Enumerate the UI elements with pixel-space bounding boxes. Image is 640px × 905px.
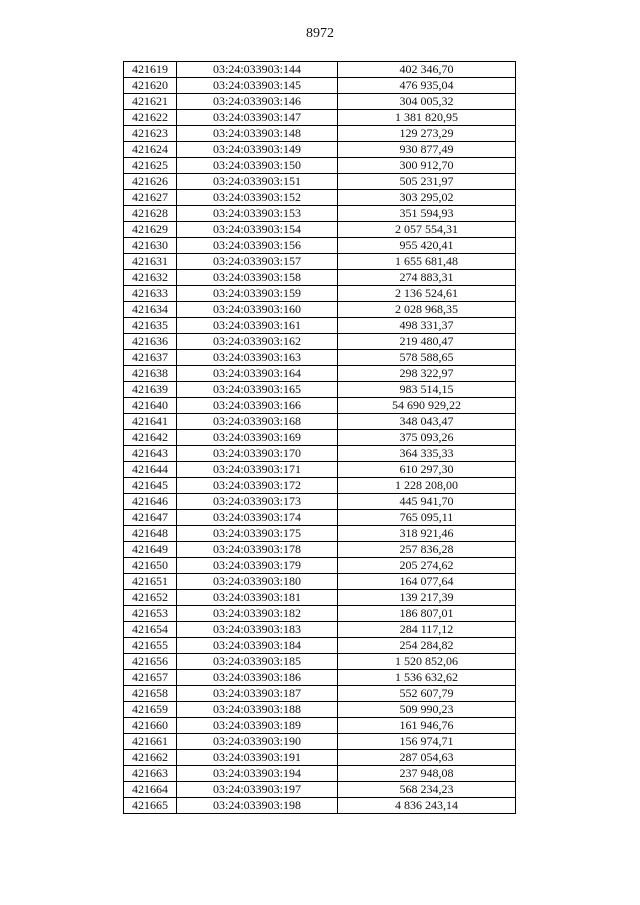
- cadastral-number-cell: 03:24:033903:194: [177, 766, 338, 782]
- cadastral-number-cell: 03:24:033903:183: [177, 622, 338, 638]
- cadastral-number-cell: 03:24:033903:182: [177, 606, 338, 622]
- row-number-cell: 421644: [124, 462, 177, 478]
- table-row: [124, 526, 516, 542]
- row-number-cell: 421661: [124, 734, 177, 750]
- cadastral-number-cell: 03:24:033903:148: [177, 126, 338, 142]
- cadastral-number-cell: 03:24:033903:163: [177, 350, 338, 366]
- cadastral-value-cell: 161 946,76: [338, 718, 516, 734]
- cadastral-value-cell: 318 921,46: [338, 526, 516, 542]
- cadastral-value-cell: 274 883,31: [338, 270, 516, 286]
- row-number-cell: 421620: [124, 78, 177, 94]
- cadastral-value-cell: 4 836 243,14: [338, 798, 516, 814]
- cadastral-value-cell: 498 331,37: [338, 318, 516, 334]
- cadastral-number-cell: 03:24:033903:158: [177, 270, 338, 286]
- cadastral-number-cell: 03:24:033903:172: [177, 478, 338, 494]
- table-row: [124, 206, 516, 222]
- table-row: [124, 318, 516, 334]
- table-row: [124, 126, 516, 142]
- table-row: [124, 654, 516, 670]
- table-row: [124, 766, 516, 782]
- table-row: [124, 110, 516, 126]
- cadastral-number-cell: 03:24:033903:170: [177, 446, 338, 462]
- table-row: [124, 334, 516, 350]
- row-number-cell: 421651: [124, 574, 177, 590]
- row-number-cell: 421621: [124, 94, 177, 110]
- cadastral-number-cell: 03:24:033903:156: [177, 238, 338, 254]
- cadastral-value-cell: 1 520 852,06: [338, 654, 516, 670]
- cadastral-number-cell: 03:24:033903:166: [177, 398, 338, 414]
- row-number-cell: 421655: [124, 638, 177, 654]
- cadastral-number-cell: 03:24:033903:157: [177, 254, 338, 270]
- row-number-cell: 421632: [124, 270, 177, 286]
- cadastral-number-cell: 03:24:033903:149: [177, 142, 338, 158]
- row-number-cell: 421658: [124, 686, 177, 702]
- row-number-cell: 421640: [124, 398, 177, 414]
- cadastral-number-cell: 03:24:033903:147: [177, 110, 338, 126]
- table-row: [124, 94, 516, 110]
- cadastral-number-cell: 03:24:033903:153: [177, 206, 338, 222]
- cadastral-number-cell: 03:24:033903:175: [177, 526, 338, 542]
- row-number-cell: 421662: [124, 750, 177, 766]
- cadastral-number-cell: 03:24:033903:188: [177, 702, 338, 718]
- row-number-cell: 421624: [124, 142, 177, 158]
- row-number-cell: 421665: [124, 798, 177, 814]
- cadastral-value-cell: 2 057 554,31: [338, 222, 516, 238]
- table-row: [124, 590, 516, 606]
- page-number: 8972: [306, 26, 334, 41]
- cadastral-number-cell: 03:24:033903:162: [177, 334, 338, 350]
- cadastral-value-cell: 983 514,15: [338, 382, 516, 398]
- cadastral-number-cell: 03:24:033903:173: [177, 494, 338, 510]
- table-row: [124, 622, 516, 638]
- cadastral-value-cell: 298 322,97: [338, 366, 516, 382]
- table-row: [124, 158, 516, 174]
- row-number-cell: 421645: [124, 478, 177, 494]
- cadastral-number-cell: 03:24:033903:160: [177, 302, 338, 318]
- cadastral-number-cell: 03:24:033903:171: [177, 462, 338, 478]
- cadastral-number-cell: 03:24:033903:152: [177, 190, 338, 206]
- row-number-cell: 421664: [124, 782, 177, 798]
- cadastral-value-cell: 1 655 681,48: [338, 254, 516, 270]
- row-number-cell: 421663: [124, 766, 177, 782]
- table-row: [124, 142, 516, 158]
- cadastral-number-cell: 03:24:033903:169: [177, 430, 338, 446]
- cadastral-value-cell: 254 284,82: [338, 638, 516, 654]
- cadastral-number-cell: 03:24:033903:145: [177, 78, 338, 94]
- table-row: [124, 270, 516, 286]
- cadastral-value-cell: 284 117,12: [338, 622, 516, 638]
- row-number-cell: 421629: [124, 222, 177, 238]
- cadastral-value-cell: 568 234,23: [338, 782, 516, 798]
- table-row: [124, 542, 516, 558]
- table-row: [124, 430, 516, 446]
- cadastral-number-cell: 03:24:033903:146: [177, 94, 338, 110]
- row-number-cell: 421646: [124, 494, 177, 510]
- cadastral-value-cell: 304 005,32: [338, 94, 516, 110]
- cadastral-number-cell: 03:24:033903:185: [177, 654, 338, 670]
- table-row: [124, 238, 516, 254]
- cadastral-value-cell: 1 381 820,95: [338, 110, 516, 126]
- row-number-cell: 421635: [124, 318, 177, 334]
- row-number-cell: 421637: [124, 350, 177, 366]
- table-row: [124, 382, 516, 398]
- cadastral-number-cell: 03:24:033903:165: [177, 382, 338, 398]
- row-number-cell: 421625: [124, 158, 177, 174]
- cadastral-value-cell: 505 231,97: [338, 174, 516, 190]
- cadastral-number-cell: 03:24:033903:159: [177, 286, 338, 302]
- table-row: [124, 750, 516, 766]
- cadastral-value-cell: 139 217,39: [338, 590, 516, 606]
- cadastral-value-cell: 1 228 208,00: [338, 478, 516, 494]
- cadastral-value-cell: 364 335,33: [338, 446, 516, 462]
- row-number-cell: 421630: [124, 238, 177, 254]
- cadastral-number-cell: 03:24:033903:198: [177, 798, 338, 814]
- cadastral-value-cell: 955 420,41: [338, 238, 516, 254]
- table-row: [124, 702, 516, 718]
- cadastral-number-cell: 03:24:033903:144: [177, 62, 338, 78]
- table-row: [124, 478, 516, 494]
- table-row: [124, 78, 516, 94]
- cadastral-value-cell: 303 295,02: [338, 190, 516, 206]
- table-row: [124, 190, 516, 206]
- table-row: [124, 254, 516, 270]
- cadastral-number-cell: 03:24:033903:191: [177, 750, 338, 766]
- cadastral-value-cell: 351 594,93: [338, 206, 516, 222]
- cadastral-value-cell: 300 912,70: [338, 158, 516, 174]
- row-number-cell: 421627: [124, 190, 177, 206]
- row-number-cell: 421654: [124, 622, 177, 638]
- cadastral-value-cell: 237 948,08: [338, 766, 516, 782]
- cadastral-number-cell: 03:24:033903:154: [177, 222, 338, 238]
- table-row: [124, 350, 516, 366]
- row-number-cell: 421659: [124, 702, 177, 718]
- row-number-cell: 421633: [124, 286, 177, 302]
- table-row: [124, 734, 516, 750]
- cadastral-value-cell: 54 690 929,22: [338, 398, 516, 414]
- cadastral-value-cell: 348 043,47: [338, 414, 516, 430]
- table-row: [124, 574, 516, 590]
- table-row: [124, 798, 516, 814]
- row-number-cell: 421648: [124, 526, 177, 542]
- cadastral-value-cell: 257 836,28: [338, 542, 516, 558]
- table-row: [124, 366, 516, 382]
- row-number-cell: 421622: [124, 110, 177, 126]
- cadastral-number-cell: 03:24:033903:168: [177, 414, 338, 430]
- table-row: [124, 414, 516, 430]
- cadastral-value-cell: 509 990,23: [338, 702, 516, 718]
- cadastral-value-cell: 186 807,01: [338, 606, 516, 622]
- row-number-cell: 421623: [124, 126, 177, 142]
- table-row: [124, 510, 516, 526]
- cadastral-number-cell: 03:24:033903:190: [177, 734, 338, 750]
- cadastral-value-cell: 219 480,47: [338, 334, 516, 350]
- row-number-cell: 421641: [124, 414, 177, 430]
- row-number-cell: 421636: [124, 334, 177, 350]
- cadastral-number-cell: 03:24:033903:197: [177, 782, 338, 798]
- cadastral-value-cell: 610 297,30: [338, 462, 516, 478]
- row-number-cell: 421647: [124, 510, 177, 526]
- cadastral-number-cell: 03:24:033903:150: [177, 158, 338, 174]
- row-number-cell: 421638: [124, 366, 177, 382]
- row-number-cell: 421650: [124, 558, 177, 574]
- row-number-cell: 421634: [124, 302, 177, 318]
- cadastral-number-cell: 03:24:033903:189: [177, 718, 338, 734]
- row-number-cell: 421619: [124, 62, 177, 78]
- cadastral-value-cell: 164 077,64: [338, 574, 516, 590]
- table-row: [124, 670, 516, 686]
- table-row: [124, 174, 516, 190]
- cadastral-value-cell: 287 054,63: [338, 750, 516, 766]
- cadastral-value-cell: 2 028 968,35: [338, 302, 516, 318]
- row-number-cell: 421660: [124, 718, 177, 734]
- table-row: [124, 494, 516, 510]
- cadastral-number-cell: 03:24:033903:180: [177, 574, 338, 590]
- row-number-cell: 421653: [124, 606, 177, 622]
- cadastral-number-cell: 03:24:033903:151: [177, 174, 338, 190]
- cadastral-number-cell: 03:24:033903:181: [177, 590, 338, 606]
- row-number-cell: 421649: [124, 542, 177, 558]
- row-number-cell: 421642: [124, 430, 177, 446]
- table-row: [124, 638, 516, 654]
- row-number-cell: 421628: [124, 206, 177, 222]
- table-row: [124, 462, 516, 478]
- cadastral-value-cell: 129 273,29: [338, 126, 516, 142]
- cadastral-number-cell: 03:24:033903:184: [177, 638, 338, 654]
- cadastral-value-cell: 476 935,04: [338, 78, 516, 94]
- cadastral-number-cell: 03:24:033903:186: [177, 670, 338, 686]
- table-row: [124, 446, 516, 462]
- table-row: [124, 718, 516, 734]
- row-number-cell: 421639: [124, 382, 177, 398]
- cadastral-value-cell: 1 536 632,62: [338, 670, 516, 686]
- row-number-cell: 421626: [124, 174, 177, 190]
- cadastral-value-cell: 402 346,70: [338, 62, 516, 78]
- table-body: [124, 62, 516, 814]
- table-row: [124, 302, 516, 318]
- row-number-cell: 421657: [124, 670, 177, 686]
- cadastral-value-cell: 445 941,70: [338, 494, 516, 510]
- cadastral-value-cell: 578 588,65: [338, 350, 516, 366]
- table-row: [124, 286, 516, 302]
- table-row: [124, 558, 516, 574]
- table-row: [124, 782, 516, 798]
- table-row: [124, 606, 516, 622]
- cadastral-number-cell: 03:24:033903:178: [177, 542, 338, 558]
- table-row: [124, 222, 516, 238]
- cadastral-value-cell: 375 093,26: [338, 430, 516, 446]
- row-number-cell: 421656: [124, 654, 177, 670]
- table-row: [124, 398, 516, 414]
- cadastral-value-cell: 930 877,49: [338, 142, 516, 158]
- cadastral-value-cell: 552 607,79: [338, 686, 516, 702]
- cadastral-value-table: [123, 61, 516, 814]
- row-number-cell: 421652: [124, 590, 177, 606]
- row-number-cell: 421631: [124, 254, 177, 270]
- cadastral-number-cell: 03:24:033903:179: [177, 558, 338, 574]
- cadastral-value-cell: 205 274,62: [338, 558, 516, 574]
- cadastral-number-cell: 03:24:033903:164: [177, 366, 338, 382]
- cadastral-number-cell: 03:24:033903:161: [177, 318, 338, 334]
- cadastral-value-cell: 2 136 524,61: [338, 286, 516, 302]
- cadastral-number-cell: 03:24:033903:174: [177, 510, 338, 526]
- cadastral-value-cell: 156 974,71: [338, 734, 516, 750]
- row-number-cell: 421643: [124, 446, 177, 462]
- cadastral-value-cell: 765 095,11: [338, 510, 516, 526]
- table-row: [124, 686, 516, 702]
- table-row: [124, 62, 516, 78]
- cadastral-number-cell: 03:24:033903:187: [177, 686, 338, 702]
